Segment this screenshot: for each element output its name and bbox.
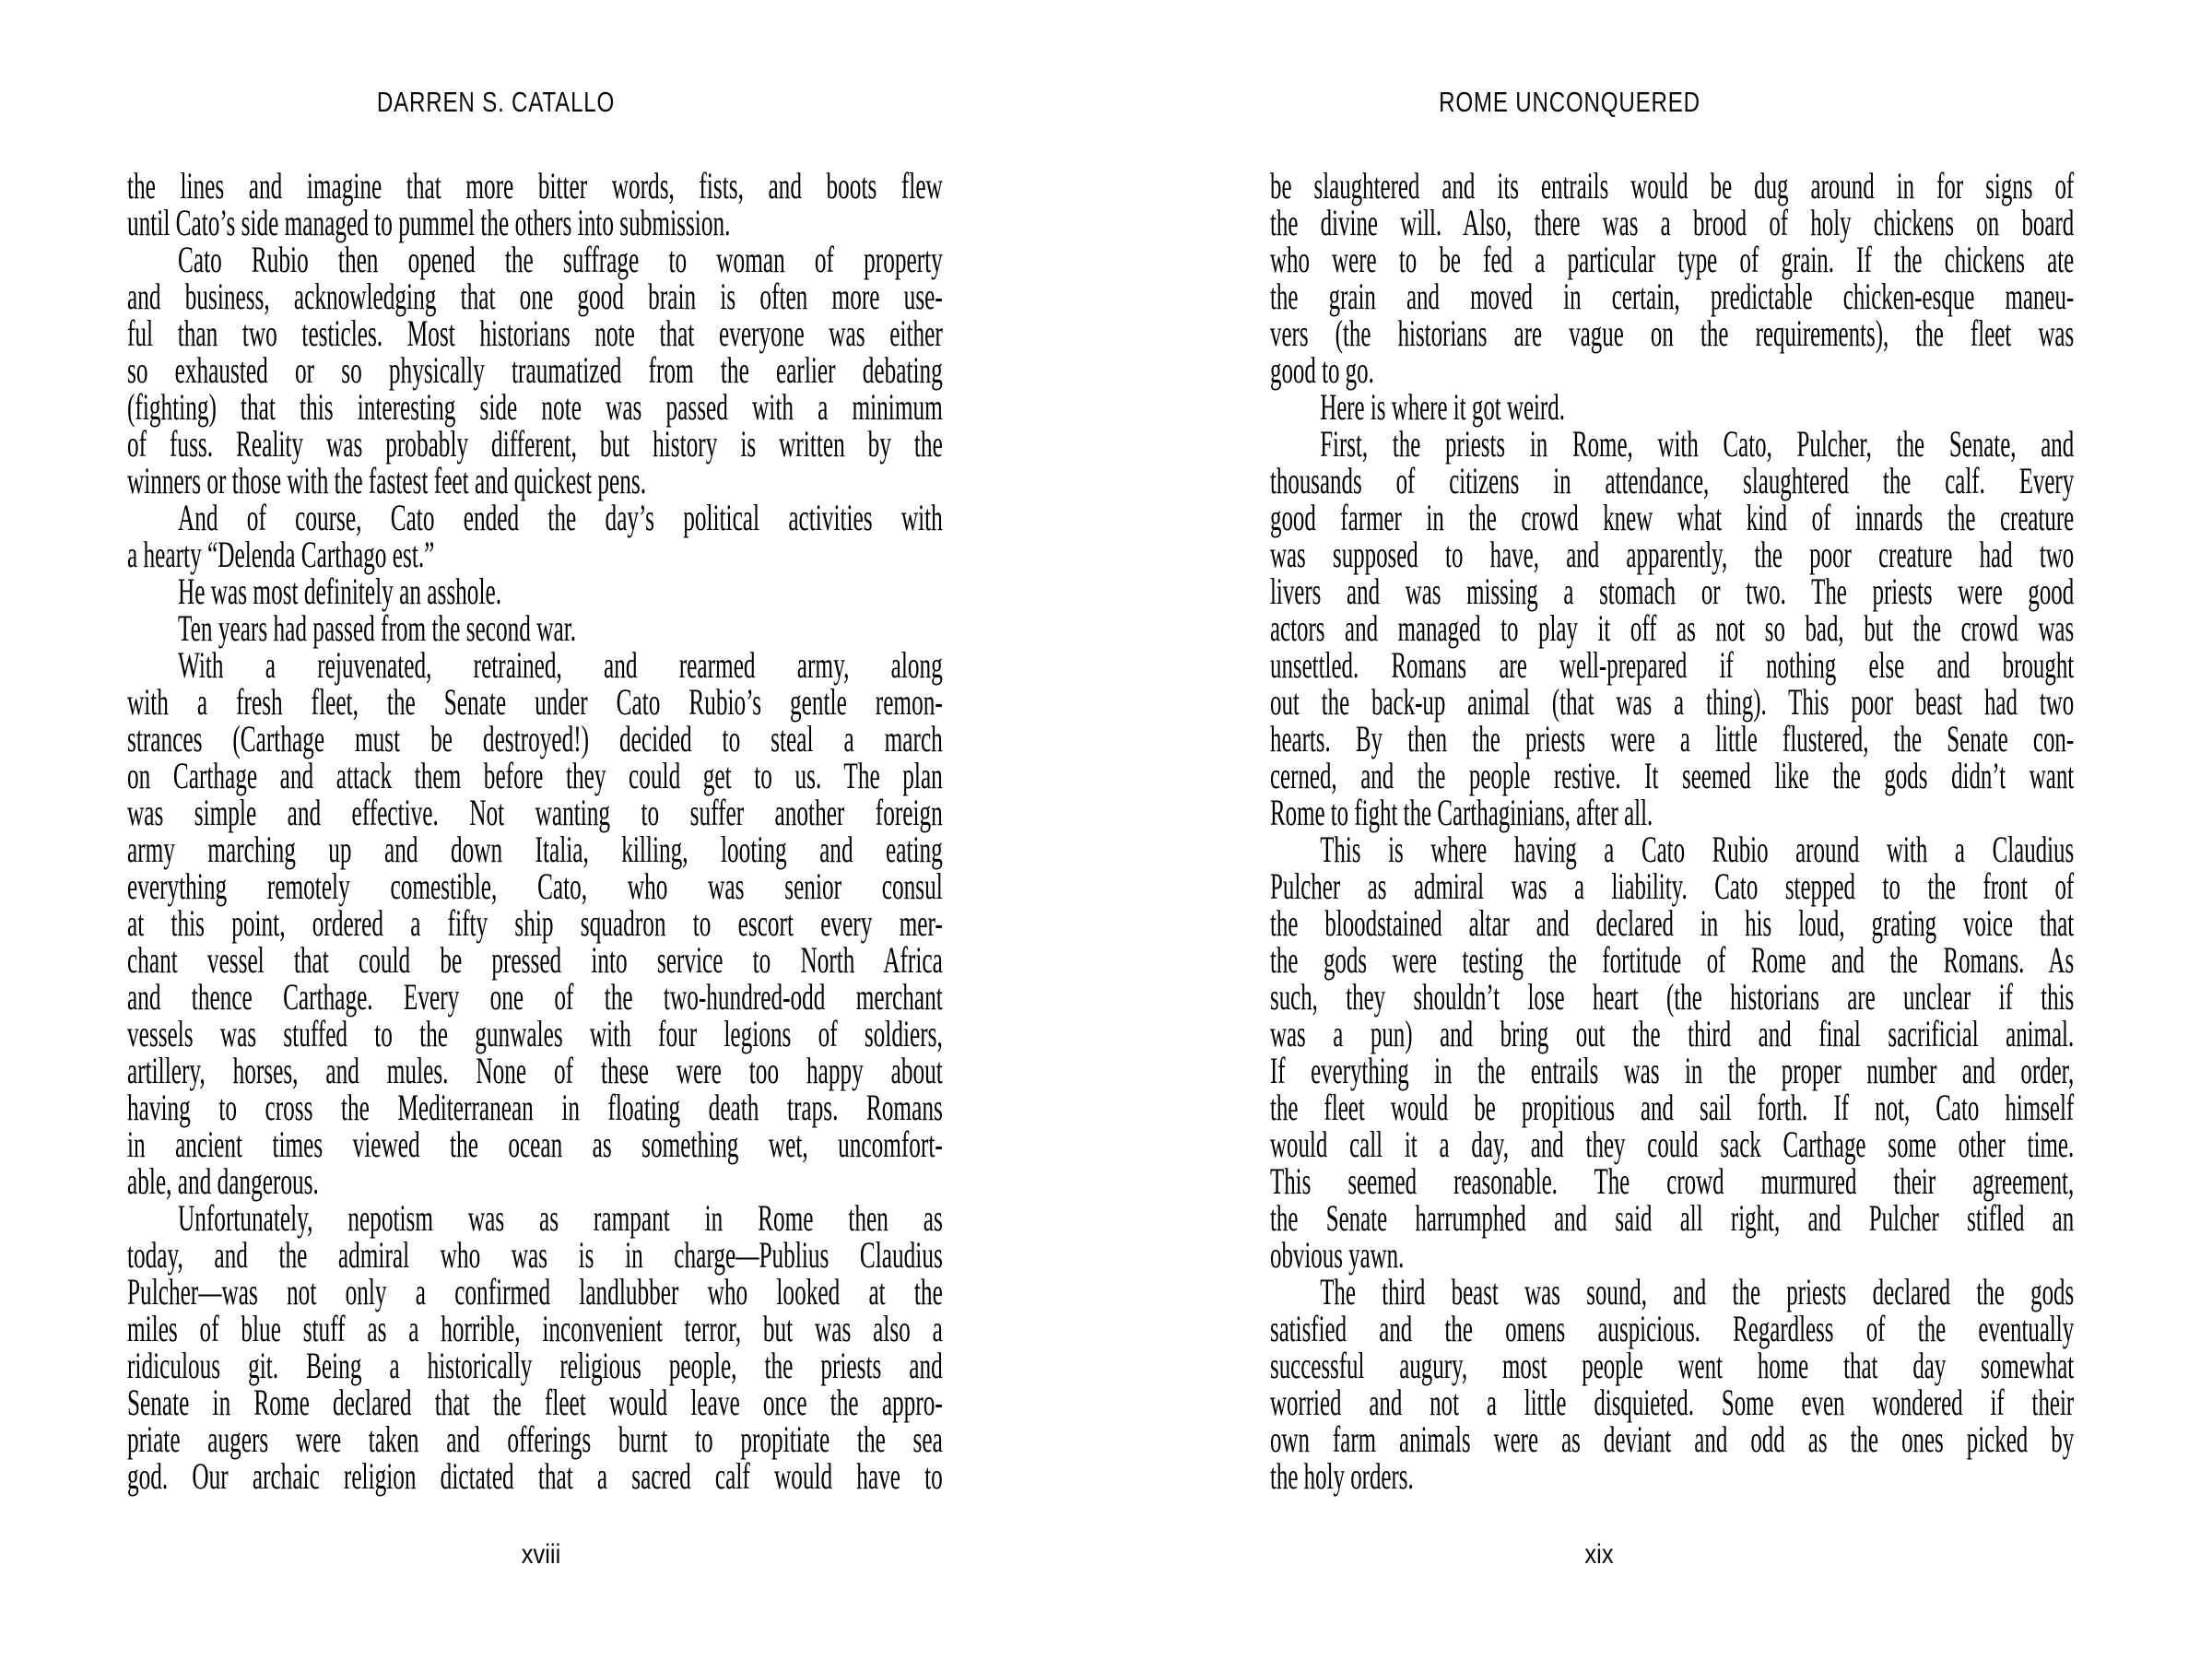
text-line: was simple and effective. Not wanting to suffer another foreign: [127, 792, 943, 833]
text-line: the lines and imagine that more bitter words, fists, and boots flew: [127, 165, 943, 206]
text-line: cerned, and the people restive. It seemed like the gods didn’t want: [1270, 755, 2075, 796]
text-line: vessels was stuffed to the gunwales with four legions of soldiers,: [127, 1013, 943, 1054]
text-line: This is where having a Cato Rubio around with a Claudius: [1320, 829, 2075, 870]
text-line: If everything in the entrails was in the proper number and order,: [1270, 1050, 2075, 1091]
text-line: obvious yawn.: [1270, 1234, 1405, 1276]
text-line: until Cato’s side managed to pummel the others into submission.: [127, 202, 731, 243]
page-number-left: xviii: [521, 1539, 561, 1570]
text-line: strances (Carthage must be destroyed!) decided to steal a march: [127, 718, 943, 759]
text-line: Pulcher as admiral was a liability. Cato stepped to the front of: [1270, 865, 2075, 907]
text-line: having to cross the Mediterranean in floating death traps. Romans: [127, 1087, 943, 1128]
text-line: successful augury, most people went home that day somewhat: [1270, 1345, 2075, 1386]
text-line: Unfortunately, nepotism was as rampant in Rome then as: [177, 1197, 943, 1239]
text-line: today, and the admiral who was is in charge—Publius Claudius: [127, 1234, 943, 1276]
text-line: the bloodstained altar and declared in his loud, grating voice that: [1270, 902, 2075, 944]
text-line: so exhausted or so physically traumatized from the earlier debating: [127, 349, 943, 391]
text-line: the Senate harrumphed and said all right, and Pulcher stifled an: [1270, 1197, 2075, 1239]
text-line: winners or those with the fastest feet and quickest pens.: [127, 460, 647, 501]
text-line: and thence Carthage. Every one of the two-hundred-odd merchant: [127, 976, 943, 1018]
text-line: own farm animals were as deviant and odd as the ones picked by: [1270, 1418, 2075, 1460]
text-line: who were to be fed a particular type of grain. If the chickens ate: [1270, 239, 2075, 280]
text-line: Senate in Rome declared that the fleet would leave once the appro-: [127, 1382, 943, 1423]
text-line: miles of blue stuff as a horrible, inconvenient terror, but was also a: [127, 1308, 943, 1349]
text-line: The third beast was sound, and the priests declared the gods: [1320, 1271, 2075, 1312]
text-line: was supposed to have, and apparently, the poor creature had two: [1270, 534, 2075, 575]
text-line: a hearty “Delenda Carthago est.”: [127, 534, 435, 575]
text-line: able, and dangerous.: [127, 1160, 319, 1202]
text-line: thousands of citizens in attendance, slaughtered the calf. Every: [1270, 460, 2075, 501]
text-line: worried and not a little disquieted. Some even wondered if their: [1270, 1382, 2075, 1423]
text-line: (fighting) that this interesting side note was passed with a minimum: [127, 386, 943, 428]
text-line: good farmer in the crowd knew what kind of innards the creature: [1270, 497, 2075, 538]
text-line: the gods were testing the fortitude of Rome and the Romans. As: [1270, 939, 2075, 981]
text-line: Here is where it got weird.: [1320, 386, 1565, 428]
text-line: hearts. By then the priests were a little flustered, the Senate con-: [1270, 718, 2075, 759]
text-line: the divine will. Also, there was a brood of holy chickens on board: [1270, 202, 2075, 243]
text-line: would call it a day, and they could sack Carthage some other time.: [1270, 1124, 2075, 1165]
text-line: army marching up and down Italia, killing, looting and eating: [127, 829, 943, 870]
text-line: actors and managed to play it off as not so bad, but the crowd was: [1270, 607, 2075, 649]
text-line: With a rejuvenated, retrained, and rearmed army, along: [177, 644, 943, 686]
text-line: ridiculous git. Being a historically religious people, the priests and: [127, 1345, 943, 1386]
text-line: with a fresh fleet, the Senate under Cato Rubio’s gentle remon-: [127, 681, 943, 723]
text-line: Rome to fight the Carthaginians, after all.: [1270, 792, 1653, 833]
text-line: ful than two testicles. Most historians note that everyone was either: [127, 312, 943, 354]
text-line: vers (the historians are vague on the requirements), the fleet was: [1270, 312, 2075, 354]
body-text-column-left: [127, 165, 943, 1497]
running-header-author: DARREN S. CATALLO: [376, 86, 616, 118]
text-line: Pulcher—was not only a confirmed landlubber who looked at the: [127, 1271, 943, 1312]
text-line: First, the priests in Rome, with Cato, Pulcher, the Senate, and: [1320, 423, 2075, 465]
text-line: This seemed reasonable. The crowd murmured their agreement,: [1270, 1160, 2075, 1202]
text-line: satisfied and the omens auspicious. Regardless of the eventually: [1270, 1308, 2075, 1349]
page-number-right: xix: [1584, 1539, 1614, 1570]
text-line: in ancient times viewed the ocean as something wet, uncomfort-: [127, 1124, 943, 1165]
text-line: the holy orders.: [1270, 1455, 1414, 1497]
text-line: be slaughtered and its entrails would be dug around in for signs of: [1270, 165, 2075, 206]
text-line: the grain and moved in certain, predictable chicken-esque maneu-: [1270, 276, 2075, 317]
text-line: such, they shouldn’t lose heart (the historians are unclear if this: [1270, 976, 2075, 1018]
text-line: Cato Rubio then opened the suffrage to woman of property: [177, 239, 943, 280]
text-line: unsettled. Romans are well-prepared if nothing else and brought: [1270, 644, 2075, 686]
text-line: at this point, ordered a fifty ship squadron to escort every mer-: [127, 902, 943, 944]
body-text-column-right: [1270, 165, 2075, 1497]
text-line: of fuss. Reality was probably different, but history is written by the: [127, 423, 943, 465]
text-line: the fleet would be propitious and sail forth. If not, Cato himself: [1270, 1087, 2075, 1128]
text-line: and business, acknowledging that one good brain is often more use-: [127, 276, 943, 317]
text-line: artillery, horses, and mules. None of these were too happy about: [127, 1050, 943, 1091]
text-line: god. Our archaic religion dictated that a sacred calf would have to: [127, 1455, 943, 1497]
text-line: And of course, Cato ended the day’s political activities with: [177, 497, 943, 538]
text-line: chant vessel that could be pressed into service to North Africa: [127, 939, 943, 981]
text-line: good to go.: [1270, 349, 1374, 391]
text-line: He was most definitely an asshole.: [177, 571, 502, 612]
text-line: out the back-up animal (that was a thing). This poor beast had two: [1270, 681, 2075, 723]
text-line: livers and was missing a stomach or two. The priests were good: [1270, 571, 2075, 612]
text-line: everything remotely comestible, Cato, who was senior consul: [127, 865, 943, 907]
text-line: on Carthage and attack them before they could get to us. The plan: [127, 755, 943, 796]
running-header-title: ROME UNCONQUERED: [1439, 86, 1700, 118]
text-line: was a pun) and bring out the third and final sacrificial animal.: [1270, 1013, 2075, 1054]
text-line: Ten years had passed from the second war.: [177, 607, 577, 649]
text-line: priate augers were taken and offerings burnt to propitiate the sea: [127, 1418, 943, 1460]
